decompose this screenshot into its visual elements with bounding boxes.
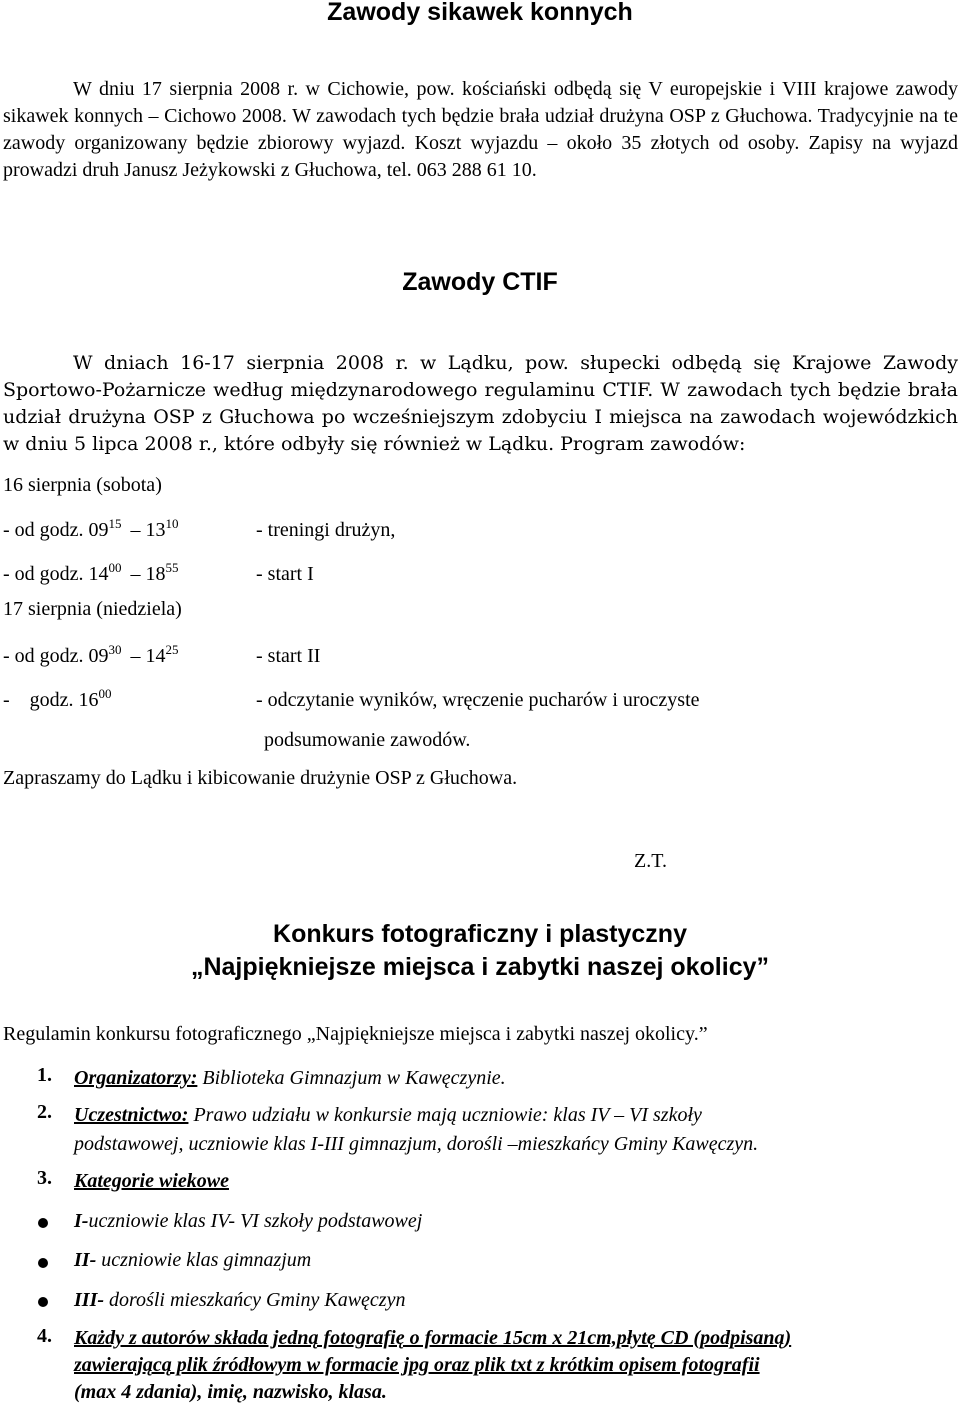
list-number: 2.	[37, 1101, 52, 1123]
time-prefix: - godz.	[3, 689, 74, 711]
list-item-text: Biblioteka Gimnazjum w Kawęczynie.	[197, 1067, 506, 1089]
time-from-min: 30	[108, 642, 122, 657]
bullet-icon	[38, 1218, 48, 1228]
bullet-text: uczniowie klas IV- VI szkoły podstawowej	[88, 1210, 423, 1232]
time-from-hour: 14	[88, 563, 109, 585]
list-item	[74, 1325, 954, 1406]
bullet-head: III-	[74, 1289, 105, 1311]
list-number: 1.	[37, 1064, 52, 1086]
list-item	[74, 1064, 954, 1093]
time-dash: –	[130, 519, 141, 541]
time-to-hour: 18	[145, 563, 166, 585]
time-dash: –	[130, 563, 141, 585]
list-item-head: Kategorie wiekowe	[74, 1170, 229, 1192]
schedule-time	[3, 516, 179, 542]
schedule-time	[3, 560, 179, 586]
paragraph-text: W dniach 16-17 sierpnia 2008 r. w Lądku, pow. słupecki odbędą się Krajowe Zawody Sportowo-Pożarnicze według międzynarodowego regulaminu CTIF. W zawodach tych będzie brała udział drużyna OSP z Głuchowa po wcześniejszym zdobyciu I miejsca na zawodach wojewódzkich w dniu 5 lipca 2008 r., które odbyły się również w Lądku. Program zawodów:	[3, 352, 958, 455]
signature: Z.T.	[634, 850, 667, 872]
schedule-activity: - odczytanie wyników, wręczenie pucharów i uroczyste	[256, 689, 700, 711]
time-dash: –	[130, 645, 141, 667]
time-from-min: 00	[108, 560, 122, 575]
list-item	[74, 1101, 954, 1159]
time-to-hour: 14	[145, 645, 166, 667]
time-from-min: 15	[108, 516, 122, 531]
list-item-text-continued: podstawowej, uczniowie klas I-III gimnazjum, dorośli –mieszkańcy Gminy Kawęczyn.	[74, 1133, 759, 1155]
list-number: 4.	[37, 1325, 52, 1347]
bullet-item	[74, 1286, 954, 1315]
list-item-head: Organizatorzy:	[74, 1067, 198, 1089]
paragraph-text: W dniu 17 sierpnia 2008 r. w Cichowie, pow. kościański odbędą się V europejskie i VIII krajowe zawody sikawek konnych – Cichowo 2008. W zawodach tych będzie brała udział drużyna OSP z Głuchowa. Tradycyjnie na te zawody organizowany będzie zbiorowy wyjazd. Koszt wyjazdu – około 35 złotych od osoby. Zapisy na wyjazd prowadzi druh Janusz Jeżykowski z Głuchowa, tel. 063 288 61 10.	[3, 78, 958, 181]
time-to-min: 55	[165, 560, 179, 575]
time-from-hour: 16	[78, 689, 99, 711]
time-prefix: - od godz.	[3, 563, 84, 585]
time-to-min: 25	[165, 642, 179, 657]
day-label-2: 17 sierpnia (niedziela)	[3, 598, 182, 620]
section-title-sikawki: Zawody sikawek konnych	[327, 0, 633, 26]
bullet-item	[74, 1207, 954, 1236]
time-to-hour: 13	[145, 519, 166, 541]
schedule-activity: - start I	[256, 563, 314, 585]
schedule-time	[3, 686, 112, 712]
bullet-icon	[38, 1258, 48, 1268]
bullet-item	[74, 1246, 954, 1275]
list-item-line: (max 4 zdania), imię, nazwisko, klasa.	[74, 1381, 387, 1403]
list-item-text: Prawo udziału w konkursie mają uczniowie: klas IV – VI szkoły	[188, 1104, 702, 1126]
bullet-head: II-	[74, 1249, 97, 1271]
list-item-line: zawierającą plik źródłowym w formacie jpg oraz plik txt z krótkim opisem fotografii	[74, 1354, 760, 1376]
bullet-head: I-	[74, 1210, 89, 1232]
time-prefix: - od godz.	[3, 519, 84, 541]
closing-line: Zapraszamy do Lądku i kibicowanie drużynie OSP z Głuchowa.	[3, 767, 518, 789]
time-prefix: - od godz.	[3, 645, 84, 667]
time-to-min: 10	[165, 516, 179, 531]
regulation-intro: Regulamin konkursu fotograficznego „Najpiękniejsze miejsca i zabytki naszej okolicy.”	[3, 1023, 708, 1045]
paragraph-sikawki	[3, 76, 958, 184]
list-item-line: Każdy z autorów składa jedną fotografię o formacie 15cm x 21cm,płytę CD (podpisaną)	[74, 1327, 792, 1349]
day-label-1: 16 sierpnia (sobota)	[3, 474, 162, 496]
bullet-icon	[38, 1297, 48, 1307]
schedule-activity-continued: podsumowanie zawodów.	[264, 729, 471, 751]
schedule-activity: - start II	[256, 645, 321, 667]
schedule-activity: - treningi drużyn,	[256, 519, 396, 541]
section-subtitle-konkurs: „Najpiękniejsze miejsca i zabytki naszej okolicy”	[190, 953, 770, 981]
section-title-ctif: Zawody CTIF	[402, 268, 558, 296]
list-item-head: Uczestnictwo:	[74, 1104, 189, 1126]
section-title-konkurs: Konkurs fotograficzny i plastyczny	[273, 920, 687, 948]
time-from-hour: 09	[88, 519, 109, 541]
list-item	[74, 1167, 954, 1196]
bullet-text: uczniowie klas gimnazjum	[96, 1249, 312, 1271]
time-from-min: 00	[98, 686, 112, 701]
schedule-time	[3, 642, 179, 668]
time-from-hour: 09	[88, 645, 109, 667]
paragraph-ctif	[3, 350, 958, 458]
list-number: 3.	[37, 1167, 52, 1189]
bullet-text: dorośli mieszkańcy Gminy Kawęczyn	[104, 1289, 406, 1311]
